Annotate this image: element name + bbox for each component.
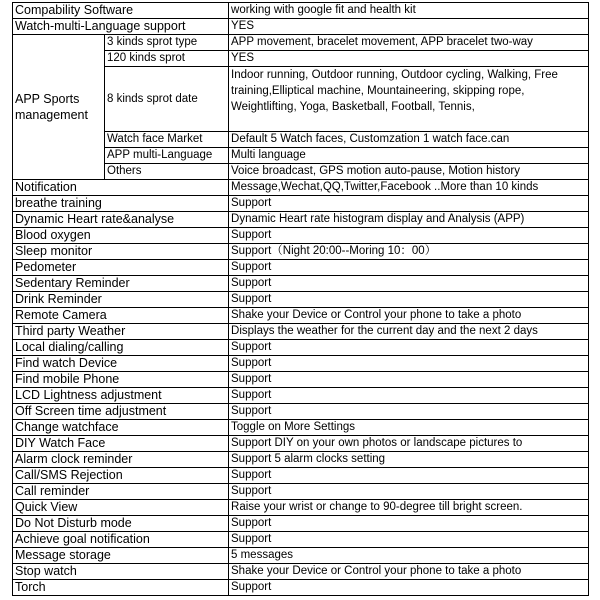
- table-row: [13, 196, 589, 212]
- value-cell: Support: [229, 404, 589, 420]
- sub-feature-cell: 120 kinds sprot: [105, 51, 229, 67]
- feature-cell: Alarm clock reminder: [13, 452, 229, 468]
- value-cell: Support: [229, 292, 589, 308]
- spec-table-body: [13, 3, 589, 596]
- table-row: [13, 292, 589, 308]
- value-cell: Shake your Device or Control your phone to take a photo: [229, 564, 589, 580]
- value-cell: Raise your wrist or change to 90-degree till bright screen.: [229, 500, 589, 516]
- table-row: [13, 260, 589, 276]
- value-cell: APP movement, bracelet movement, APP bracelet two-way: [229, 35, 589, 51]
- table-row: [13, 532, 589, 548]
- feature-cell: Change watchface: [13, 420, 229, 436]
- feature-cell: Notification: [13, 180, 229, 196]
- value-cell: Support DIY on your own photos or landscape pictures to: [229, 436, 589, 452]
- table-row: [13, 35, 589, 51]
- table-row: [13, 308, 589, 324]
- table-row: [13, 436, 589, 452]
- value-cell: Support: [229, 356, 589, 372]
- feature-cell: Remote Camera: [13, 308, 229, 324]
- spec-table: [12, 2, 589, 596]
- table-row: [13, 580, 589, 596]
- sports-group-label: APP Sports management: [13, 35, 105, 180]
- value-cell: Indoor running, Outdoor running, Outdoor cycling, Walking, Free training,Elliptical machine, Mountaineering, skipping rope, Weightlifting, Yoga, Basketball, Football, Tennis,: [229, 67, 589, 132]
- table-row: [13, 212, 589, 228]
- value-cell: Default 5 Watch faces, Customzation 1 watch face.can: [229, 132, 589, 148]
- feature-cell: Drink Reminder: [13, 292, 229, 308]
- value-cell: Support: [229, 388, 589, 404]
- value-cell: Support: [229, 228, 589, 244]
- feature-cell: Dynamic Heart rate&analyse: [13, 212, 229, 228]
- value-cell: working with google fit and health kit: [229, 3, 589, 19]
- value-cell: Multi language: [229, 148, 589, 164]
- feature-cell: Quick View: [13, 500, 229, 516]
- table-row: [13, 228, 589, 244]
- feature-cell: Sedentary Reminder: [13, 276, 229, 292]
- value-cell: Voice broadcast, GPS motion auto-pause, Motion history: [229, 164, 589, 180]
- feature-cell: Local dialing/calling: [13, 340, 229, 356]
- feature-cell: Compability Software: [13, 3, 229, 19]
- value-cell: Support: [229, 276, 589, 292]
- feature-cell: Achieve goal notification: [13, 532, 229, 548]
- table-row: [13, 500, 589, 516]
- feature-cell: Find mobile Phone: [13, 372, 229, 388]
- feature-cell: Sleep monitor: [13, 244, 229, 260]
- value-cell: YES: [229, 19, 589, 35]
- value-cell: Support（Night 20:00--Moring 10：00）: [229, 244, 589, 260]
- feature-cell: Blood oxygen: [13, 228, 229, 244]
- sub-feature-cell: 8 kinds sprot date: [105, 67, 229, 132]
- sub-feature-cell: Watch face Market: [105, 132, 229, 148]
- table-row: [13, 468, 589, 484]
- table-row: [13, 452, 589, 468]
- table-row: [13, 340, 589, 356]
- feature-cell: Call reminder: [13, 484, 229, 500]
- value-cell: Displays the weather for the current day and the next 2 days: [229, 324, 589, 340]
- table-row: [13, 516, 589, 532]
- value-cell: Support: [229, 196, 589, 212]
- table-row: [13, 564, 589, 580]
- value-cell: Support: [229, 516, 589, 532]
- value-cell: YES: [229, 51, 589, 67]
- feature-cell: Watch-multi-Language support: [13, 19, 229, 35]
- value-cell: Shake your Device or Control your phone to take a photo: [229, 308, 589, 324]
- feature-cell: Third party Weather: [13, 324, 229, 340]
- value-cell: 5 messages: [229, 548, 589, 564]
- feature-cell: DIY Watch Face: [13, 436, 229, 452]
- table-row: [13, 388, 589, 404]
- feature-cell: breathe training: [13, 196, 229, 212]
- table-row: [13, 324, 589, 340]
- table-row: [13, 404, 589, 420]
- table-row: [13, 244, 589, 260]
- feature-cell: Pedometer: [13, 260, 229, 276]
- feature-cell: Off Screen time adjustment: [13, 404, 229, 420]
- value-cell: Dynamic Heart rate histogram display and Analysis (APP): [229, 212, 589, 228]
- table-row: [13, 3, 589, 19]
- feature-cell: LCD Lightness adjustment: [13, 388, 229, 404]
- table-row: [13, 356, 589, 372]
- feature-cell: Message storage: [13, 548, 229, 564]
- feature-cell: Call/SMS Rejection: [13, 468, 229, 484]
- feature-cell: Stop watch: [13, 564, 229, 580]
- sub-feature-cell: APP multi-Language: [105, 148, 229, 164]
- feature-cell: Torch: [13, 580, 229, 596]
- value-cell: Support 5 alarm clocks setting: [229, 452, 589, 468]
- value-cell: Support: [229, 532, 589, 548]
- table-row: [13, 19, 589, 35]
- sub-feature-cell: 3 kinds sprot type: [105, 35, 229, 51]
- value-cell: Support: [229, 580, 589, 596]
- value-cell: Toggle on More Settings: [229, 420, 589, 436]
- table-row: [13, 180, 589, 196]
- table-row: [13, 420, 589, 436]
- feature-cell: Find watch Device: [13, 356, 229, 372]
- value-cell: Support: [229, 468, 589, 484]
- table-row: [13, 484, 589, 500]
- value-cell: Support: [229, 484, 589, 500]
- value-cell: Message,Wechat,QQ,Twitter,Facebook ..More than 10 kinds: [229, 180, 589, 196]
- table-row: [13, 548, 589, 564]
- value-cell: Support: [229, 260, 589, 276]
- value-cell: Support: [229, 372, 589, 388]
- value-cell: Support: [229, 340, 589, 356]
- sub-feature-cell: Others: [105, 164, 229, 180]
- table-row: [13, 276, 589, 292]
- table-row: [13, 372, 589, 388]
- feature-cell: Do Not Disturb mode: [13, 516, 229, 532]
